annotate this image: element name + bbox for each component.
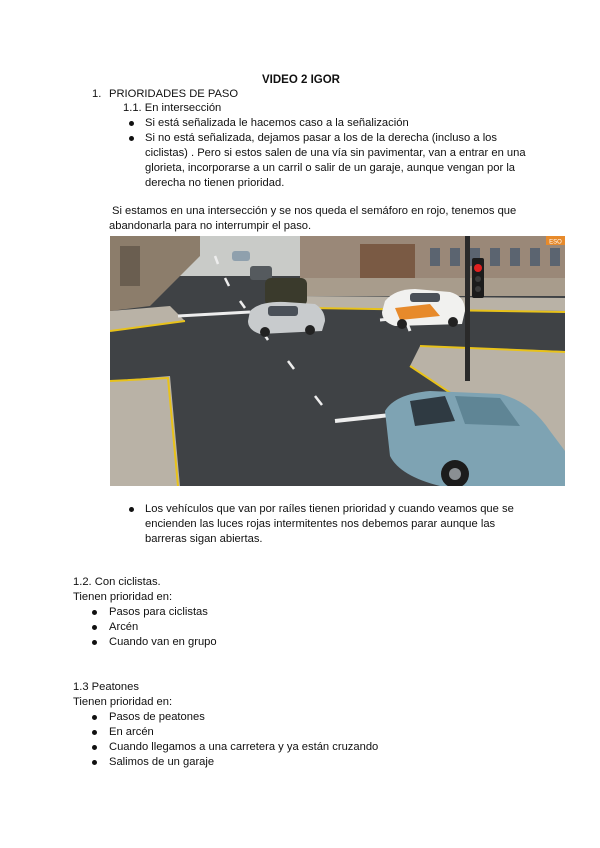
section-1-3-intro: Tienen prioridad en:: [73, 696, 173, 708]
bullet-dot: [129, 507, 134, 512]
bullet-dot: [92, 760, 97, 765]
bullet-dot: [92, 745, 97, 750]
subsection-1-1-heading: 1.1. En intersección: [123, 102, 222, 114]
pedestrian-bullet-2: En arcén: [109, 726, 154, 738]
bullet-unsignalized-line-1: Si no está señalizada, dejamos pasar a los de la derecha (incluso a los: [145, 132, 497, 144]
intersection-scene-image: [110, 236, 565, 486]
bullet-dot: [129, 136, 134, 141]
bullet-unsignalized-line-3: glorieta, incorporarse a un carril o salir de un garaje, aunque vengan por la: [145, 162, 516, 174]
paragraph-line-2: abandonarla para no interrumpir el paso.: [109, 220, 312, 232]
bullet-unsignalized-line-4: derecha no tienen prioridad.: [145, 177, 285, 189]
rail-vehicles-line-1: Los vehículos que van por raíles tienen prioridad y cuando veamos que se: [145, 503, 514, 515]
bullet-dot: [92, 730, 97, 735]
section-1-2-intro: Tienen prioridad en:: [73, 591, 173, 603]
rail-vehicles-line-3: barreras sigan abiertas.: [145, 533, 263, 545]
pedestrian-bullet-3: Cuando llegamos a una carretera y ya están cruzando: [109, 741, 379, 753]
bullet-dot: [92, 640, 97, 645]
bullet-dot: [92, 610, 97, 615]
rail-vehicles-line-2: encienden las luces rojas intermitentes nos debemos parar aunque las: [145, 518, 496, 530]
image-badge: ESO: [549, 239, 562, 246]
section-1-3-heading: 1.3 Peatones: [73, 681, 139, 693]
cyclist-bullet-2: Arcén: [109, 621, 139, 633]
section-1-heading: PRIORIDADES DE PASO: [109, 88, 239, 100]
pedestrian-bullet-1: Pasos de peatones: [109, 711, 205, 723]
bullet-dot: [129, 121, 134, 126]
bullet-unsignalized-line-2: ciclistas) . Pero si estos salen de una vía sin pavimentar, van a entrar en una: [145, 147, 526, 159]
cyclist-bullet-1: Pasos para ciclistas: [109, 606, 208, 618]
pedestrian-bullet-4: Salimos de un garaje: [109, 756, 215, 768]
bullet-dot: [92, 625, 97, 630]
cyclist-bullet-3: Cuando van en grupo: [109, 636, 217, 648]
bullet-dot: [92, 715, 97, 720]
section-1-number: 1.: [92, 88, 102, 100]
section-1-2-heading: 1.2. Con ciclistas.: [73, 576, 161, 588]
document-title: VIDEO 2 IGOR: [262, 74, 340, 86]
bullet-signalized: Si está señalizada le hacemos caso a la señalización: [145, 117, 409, 129]
paragraph-line-1: Si estamos en una intersección y se nos queda el semáforo en rojo, tenemos que: [112, 205, 517, 217]
